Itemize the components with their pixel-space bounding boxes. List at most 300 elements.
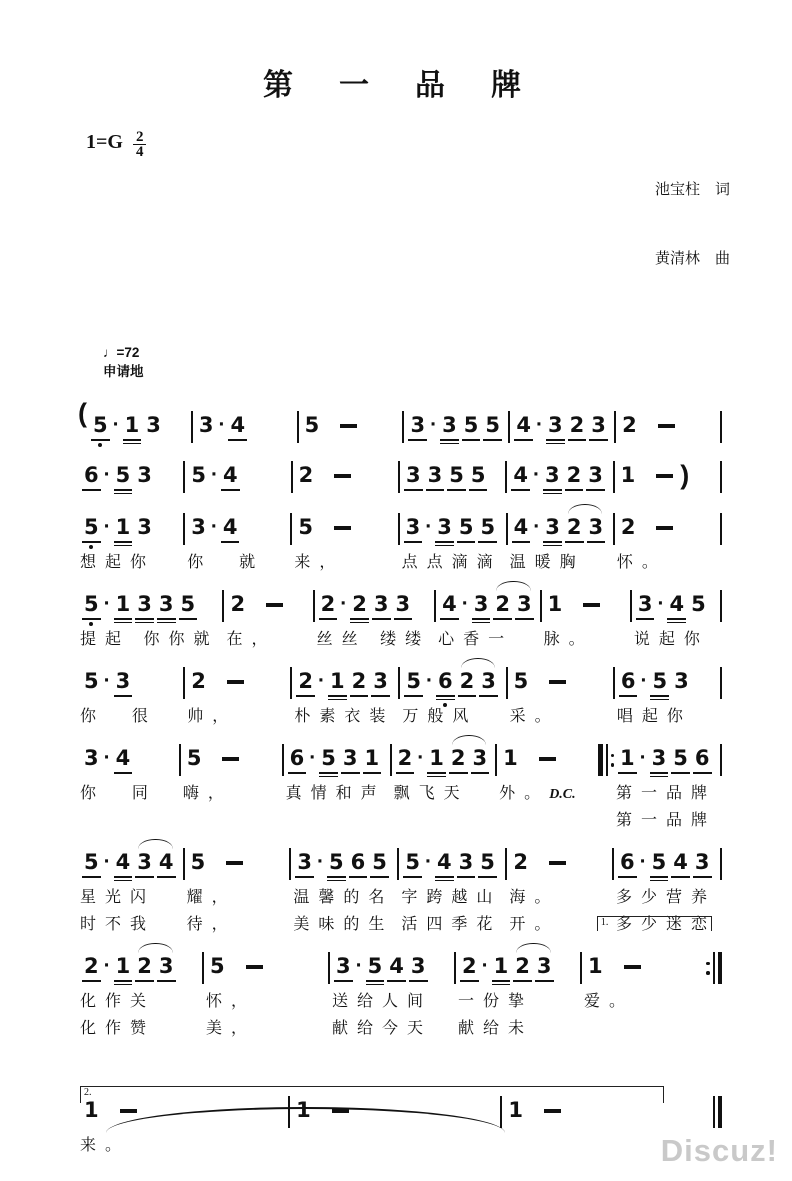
measure	[78, 503, 183, 576]
beam-line	[426, 489, 445, 491]
beam-line	[440, 443, 459, 445]
beam-line	[350, 618, 369, 620]
note: 3	[411, 954, 426, 978]
dash-note	[246, 965, 263, 969]
beam-line	[157, 876, 176, 878]
measure	[185, 657, 290, 730]
note: 3	[537, 954, 552, 978]
thick-bar-stroke	[718, 1096, 723, 1128]
rhythm-dot: ·	[112, 413, 120, 436]
note: 3	[84, 746, 99, 770]
note: 3	[545, 463, 560, 487]
beam-line	[404, 489, 423, 491]
note: 5	[368, 954, 383, 978]
beam-line	[157, 980, 176, 982]
thick-bar-stroke	[718, 952, 723, 984]
credits	[655, 132, 730, 316]
note: 4	[230, 413, 245, 437]
note: 4	[669, 592, 684, 616]
note: 6	[351, 850, 366, 874]
slur-group	[451, 746, 487, 770]
note: 5	[304, 413, 320, 437]
notes-row	[614, 838, 716, 884]
note: 1	[116, 592, 131, 616]
note: 5	[673, 746, 688, 770]
beam-line	[471, 772, 490, 774]
notes-row	[193, 401, 293, 447]
lyric-line: 你 很	[80, 708, 157, 725]
repeat-dot	[706, 962, 710, 966]
bar-stroke	[713, 952, 715, 984]
note: 5	[84, 515, 99, 539]
beam-line	[114, 980, 133, 982]
note: 5	[298, 515, 314, 539]
measure	[508, 503, 613, 576]
beam-line	[449, 772, 468, 774]
notes-row	[78, 734, 175, 780]
lyric-line: 化作关	[80, 993, 156, 1010]
note: 2	[515, 954, 530, 978]
lyric-line: 朴素衣装	[294, 708, 395, 725]
note: 2	[462, 954, 477, 978]
dash-note	[266, 603, 283, 607]
rhythm-dot: ·	[210, 463, 218, 486]
lyric-line: 献给今天	[332, 1020, 433, 1037]
measure	[330, 942, 454, 1042]
beam-line	[440, 618, 459, 620]
dash-note	[656, 474, 673, 478]
rhythm-dot: ·	[425, 515, 433, 538]
rhythm-dot: ·	[535, 413, 543, 436]
note: 1	[494, 954, 509, 978]
thick-bar-stroke	[598, 744, 603, 776]
lyric-line: 点点滴滴	[401, 554, 502, 571]
note: 2	[230, 592, 246, 616]
measure	[616, 401, 720, 447]
note: 3	[406, 463, 421, 487]
lyric-line: 第一品牌	[616, 812, 717, 829]
notes-row	[292, 503, 393, 549]
measure	[78, 451, 183, 497]
watermark: Discuz!	[660, 1133, 778, 1168]
note: 3	[374, 592, 389, 616]
lyric-line: 说起你	[633, 631, 709, 648]
lyric-line: 献给未	[458, 1020, 534, 1037]
rhythm-dot: ·	[481, 954, 489, 977]
beam-line	[82, 876, 101, 878]
beam-line	[221, 541, 240, 543]
beam-line	[114, 695, 133, 697]
note: 3	[437, 515, 452, 539]
beam-line	[366, 984, 385, 986]
beam-line	[589, 439, 608, 441]
beam-line	[114, 493, 133, 495]
notes-row	[456, 942, 576, 988]
note: 5	[93, 413, 108, 437]
rhythm-dot: ·	[355, 954, 363, 977]
beam-line	[650, 772, 669, 774]
lyric-line: 送给人间	[332, 993, 433, 1010]
notes-row	[508, 657, 609, 703]
beam-line	[543, 545, 562, 547]
beam-line	[460, 980, 479, 982]
rhythm-dot: ·	[461, 592, 469, 615]
note: 2	[570, 413, 585, 437]
lyric-line: 多少迷恋	[616, 916, 717, 933]
notes-row	[632, 580, 716, 626]
beam-line	[114, 772, 133, 774]
beam-line	[82, 541, 101, 543]
note: 6	[620, 850, 635, 874]
note: 3	[343, 746, 358, 770]
measure	[400, 657, 505, 730]
beam-line	[587, 541, 606, 543]
lyric-line: 开。	[509, 916, 560, 933]
measure	[615, 451, 720, 499]
note: 5	[691, 592, 706, 616]
beam-line	[565, 541, 584, 543]
measure	[185, 451, 290, 497]
measure	[284, 734, 390, 807]
beam-line	[472, 618, 491, 620]
rhythm-dot: ·	[640, 669, 648, 692]
note: 3	[545, 515, 560, 539]
measure	[436, 580, 540, 653]
beam-line	[650, 699, 669, 701]
note: 1	[116, 954, 131, 978]
notes-row	[78, 838, 179, 884]
score-system	[78, 734, 722, 834]
beam-line	[135, 622, 154, 624]
beam-line	[693, 876, 712, 878]
measure	[290, 1086, 500, 1132]
dash-note	[227, 680, 244, 684]
beam-line	[546, 443, 565, 445]
note: 3	[442, 413, 457, 437]
note: 1	[508, 1098, 523, 1122]
lyric-line: 耀，	[186, 889, 237, 906]
note: 3	[474, 592, 489, 616]
beam-line	[328, 695, 347, 697]
note: 3	[591, 413, 606, 437]
beam-line	[565, 489, 584, 491]
measure	[404, 401, 508, 447]
note: 3	[373, 669, 388, 693]
lyric-line: 活四季花	[401, 916, 502, 933]
barline	[720, 744, 722, 776]
low-octave-dot	[89, 622, 93, 626]
note: 4	[442, 592, 457, 616]
dash-note	[539, 757, 556, 761]
notes-row	[185, 838, 286, 884]
rhythm-dot: ·	[103, 669, 111, 692]
notes-row	[399, 838, 501, 884]
note: 5	[116, 463, 131, 487]
lyric-line: 万般风	[402, 708, 478, 725]
notes-row	[615, 451, 716, 499]
low-octave-dot	[89, 545, 93, 549]
rhythm-dot: ·	[639, 746, 647, 769]
rhythm-dot: ·	[309, 746, 317, 769]
slur-group	[137, 850, 173, 874]
beam-line	[543, 489, 562, 491]
lyric-line: 星光闪	[80, 889, 156, 906]
rhythm-dot: ·	[417, 746, 425, 769]
bar-stroke	[713, 1096, 715, 1128]
beam-line	[457, 541, 476, 543]
note: 3	[459, 850, 474, 874]
dash-note	[334, 474, 351, 478]
beam-line	[319, 618, 338, 620]
note: 1	[547, 592, 563, 616]
beam-line	[650, 776, 669, 778]
repeat-dot	[706, 971, 710, 975]
lyric-line: 心香一	[438, 631, 514, 648]
volta-bracket	[597, 916, 712, 931]
note: 2	[620, 515, 636, 539]
beam-line	[458, 695, 477, 697]
volta-label: 2.	[84, 1087, 92, 1098]
beam-line	[114, 984, 133, 986]
beam-line	[650, 880, 669, 882]
note: 2	[298, 669, 313, 693]
rhythm-dot: ·	[103, 850, 111, 873]
note: 5	[186, 746, 202, 770]
measure-row	[78, 451, 722, 499]
note: 2	[84, 954, 99, 978]
dash-note	[583, 603, 600, 607]
beam-line	[371, 695, 390, 697]
beam-line	[295, 876, 314, 878]
bar-stroke	[606, 744, 608, 776]
notes-row	[185, 451, 286, 497]
measure	[78, 580, 222, 653]
notes-row	[290, 1086, 496, 1132]
note: 3	[191, 515, 206, 539]
note: 3	[517, 592, 532, 616]
note: 5	[513, 669, 529, 693]
measure	[87, 401, 191, 447]
note: 2	[567, 463, 582, 487]
slur-group	[137, 954, 173, 978]
rhythm-dot: ·	[318, 669, 326, 692]
lyric-line: 你 就	[187, 554, 265, 571]
beam-line	[228, 439, 247, 441]
notes-row	[78, 1086, 284, 1132]
note: 4	[159, 850, 174, 874]
lyric-line: 温暖胸	[509, 554, 585, 571]
beam-line	[650, 695, 669, 697]
measure	[78, 1086, 288, 1159]
beam-line	[535, 980, 554, 982]
dash-note	[334, 526, 351, 530]
notes-row	[502, 1086, 708, 1132]
beam-line	[435, 880, 454, 882]
note: 3	[137, 592, 152, 616]
beam-line	[135, 618, 154, 620]
dash-note	[340, 424, 357, 428]
beam-line	[492, 984, 511, 986]
note: 3	[428, 463, 443, 487]
beam-line	[618, 772, 637, 774]
beam-line	[319, 776, 338, 778]
note: 2	[495, 592, 510, 616]
note: 5	[652, 669, 667, 693]
beam-line	[114, 545, 133, 547]
beam-line	[396, 772, 415, 774]
beam-line	[350, 622, 369, 624]
beam-line	[91, 439, 110, 441]
beam-line	[427, 776, 446, 778]
lyric-line: 外。D.C.	[499, 785, 576, 802]
lyric-line: 采。	[509, 708, 560, 725]
beam-line	[515, 618, 534, 620]
notes-row	[400, 503, 502, 549]
rhythm-dot: ·	[424, 850, 432, 873]
note: 4	[513, 463, 528, 487]
lyric-line: 帅，	[187, 708, 238, 725]
notes-row	[315, 580, 430, 626]
barline	[720, 411, 722, 443]
note: 3	[159, 592, 174, 616]
rhythm-dot: ·	[533, 515, 541, 538]
notes-row	[291, 838, 393, 884]
rhythm-dot: ·	[103, 463, 111, 486]
note: 1	[84, 1098, 99, 1122]
lyric-line: 美，	[206, 1020, 257, 1037]
beam-line	[478, 876, 497, 878]
lyric-line: 多少营养	[616, 889, 717, 906]
lyric-line: 丝丝 缕缕	[316, 631, 431, 648]
score-system	[78, 580, 722, 653]
dc-marking: D.C.	[549, 787, 576, 802]
lyric-line: 脉。	[543, 631, 594, 648]
beam-line	[404, 541, 423, 543]
note: 5	[84, 669, 99, 693]
note: 4	[223, 463, 238, 487]
beam-line	[543, 541, 562, 543]
low-octave-dot	[443, 703, 447, 707]
note: 3	[336, 954, 351, 978]
note: 2	[137, 954, 152, 978]
beam-line	[546, 439, 565, 441]
close-paren: )	[680, 460, 690, 490]
barline	[720, 848, 722, 880]
bar-stroke	[720, 411, 722, 443]
note: 5	[191, 463, 206, 487]
rhythm-dot: ·	[218, 413, 226, 436]
measure	[299, 401, 403, 447]
rhythm-dot: ·	[316, 850, 324, 873]
measure	[632, 580, 720, 653]
measure-row	[78, 503, 722, 576]
lyricist-credit: 池宝柱 词	[654, 181, 730, 198]
measure	[315, 580, 434, 653]
lyric-line: 提起 你你就	[80, 631, 219, 648]
note: 2	[622, 413, 637, 437]
lyric-line: 爱。	[584, 993, 635, 1010]
note: 3	[396, 592, 411, 616]
notes-row	[78, 451, 179, 497]
rhythm-dot: ·	[103, 746, 111, 769]
note: 5	[406, 669, 421, 693]
beam-line	[514, 439, 533, 441]
lyric-line: 真情和声	[285, 785, 386, 802]
note: 3	[406, 515, 421, 539]
score-system	[78, 398, 722, 447]
measure-row	[78, 398, 722, 447]
beam-line	[586, 489, 605, 491]
time-signature	[133, 130, 147, 159]
measure	[392, 734, 496, 807]
beam-line	[671, 772, 690, 774]
beam-line	[435, 876, 454, 878]
beam-line	[82, 980, 101, 982]
notes-row	[615, 503, 716, 549]
measure	[185, 503, 290, 576]
note: 4	[116, 850, 131, 874]
note: 2	[451, 746, 466, 770]
slur-group	[515, 954, 551, 978]
note: 1	[588, 954, 603, 978]
beam-line	[440, 439, 459, 441]
beam-line	[403, 876, 422, 878]
beam-line	[436, 695, 455, 697]
note: 3	[297, 850, 312, 874]
rhythm-dot: ·	[210, 515, 218, 538]
note: 1	[365, 746, 380, 770]
beam-line	[472, 622, 491, 624]
meta-row	[0, 130, 792, 316]
lyric-line: 想起你	[80, 554, 156, 571]
note: 3	[695, 850, 710, 874]
note: 3	[652, 746, 667, 770]
beam-line	[543, 493, 562, 495]
measure	[508, 657, 613, 730]
note: 3	[116, 669, 131, 693]
measure	[542, 580, 630, 653]
lyric-line: 唱起你	[616, 708, 692, 725]
composer-credit: 黄清林 曲	[654, 250, 730, 267]
sheet-music-page	[0, 60, 792, 1181]
final-barline	[713, 1096, 723, 1128]
bar-stroke	[720, 513, 722, 545]
measure-row	[78, 1086, 722, 1159]
beam-line	[82, 489, 101, 491]
note: 5	[372, 850, 387, 874]
measure	[400, 451, 505, 497]
notes-row	[292, 657, 394, 703]
repeat-begin	[598, 744, 614, 776]
note: 4	[516, 413, 531, 437]
notes-row	[181, 734, 278, 780]
rhythm-dot: ·	[430, 413, 438, 436]
note: 1	[503, 746, 518, 770]
notes-row	[330, 942, 450, 988]
barline	[720, 667, 722, 699]
note: 2	[191, 669, 206, 693]
beam-line	[667, 622, 686, 624]
note: 1	[125, 413, 140, 437]
note: 3	[638, 592, 653, 616]
notes-row	[400, 451, 501, 497]
lyric-line: 美味的生	[293, 916, 394, 933]
note: 5	[329, 850, 344, 874]
dash-note	[624, 965, 641, 969]
measure	[507, 451, 612, 497]
beam-line	[512, 541, 531, 543]
lyric-line: 海。	[509, 889, 560, 906]
